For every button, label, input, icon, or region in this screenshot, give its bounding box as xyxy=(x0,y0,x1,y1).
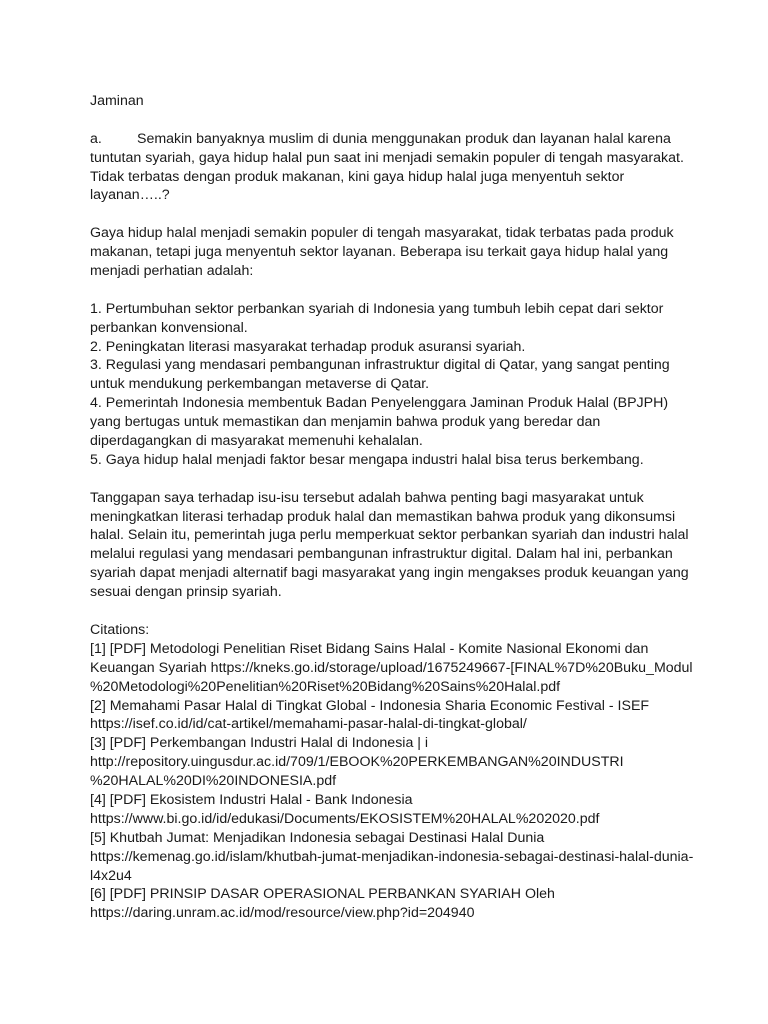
intro-line: Gaya hidup halal menjadi semakin populer di tengah masyarakat, tidak terbatas pada produk xyxy=(90,225,674,242)
intro-paragraph xyxy=(90,224,690,281)
citation-line: https://www.bi.go.id/id/edukasi/Documents/EKOSISTEM%20HALAL%202020.pdf xyxy=(90,810,600,827)
citation-line: https://daring.unram.ac.id/mod/resource/view.php?id=204940 xyxy=(90,905,475,922)
citation-line: [5] Khutbah Jumat: Menjadikan Indonesia sebagai Destinasi Halal Dunia xyxy=(90,829,545,846)
citation-line: [3] [PDF] Perkembangan Industri Halal di Indonesia | i xyxy=(90,735,429,752)
citation-line: %20HALAL%20DI%20INDONESIA.pdf xyxy=(90,773,337,790)
response-paragraph xyxy=(90,489,690,602)
response-line: halal. Selain itu, pemerintah juga perlu memperkuat sektor perbankan syariah dan industri halal xyxy=(90,527,689,544)
citation-line: [6] [PDF] PRINSIP DASAR OPERASIONAL PERBANKAN SYARIAH Oleh xyxy=(90,886,555,903)
question-text: Semakin banyaknya muslim di dunia menggunakan produk dan layanan halal karena xyxy=(137,130,671,147)
question-line: tuntutan syariah, gaya hidup halal pun saat ini menjadi semakin populer di tengah masyarakat. xyxy=(90,149,684,166)
paragraph-gap xyxy=(90,111,690,130)
document-heading: Jaminan xyxy=(90,93,144,109)
issue-line: diperdagangkan di masyarakat memenuhi kehalalan. xyxy=(90,433,423,450)
issue-line: 5. Gaya hidup halal menjadi faktor besar mengapa industri halal bisa terus berkembang. xyxy=(90,451,644,468)
response-line: Tanggapan saya terhadap isu-isu tersebut adalah bahwa penting bagi masyarakat untuk xyxy=(90,489,644,506)
issue-line: 1. Pertumbuhan sektor perbankan syariah di Indonesia yang tumbuh lebih cepat dari sektor xyxy=(90,300,664,317)
issues-list xyxy=(90,300,690,470)
issue-line: 2. Peningkatan literasi masyarakat terhadap produk asuransi syariah. xyxy=(90,338,526,355)
intro-line: makanan, tetapi juga menyentuh sektor layanan. Beberapa isu terkait gaya hidup halal yang xyxy=(90,244,669,261)
issue-line: 3. Regulasi yang mendasari pembangunan infrastruktur digital di Qatar, yang sangat penting xyxy=(90,357,670,374)
question-line: Tidak terbatas dengan produk makanan, kini gaya hidup halal juga menyentuh sektor xyxy=(90,168,625,185)
issue-line: perbankan konvensional. xyxy=(90,319,248,336)
question-letter: a. xyxy=(90,130,102,147)
citation-line: https://kemenag.go.id/islam/khutbah-jumat-menjadikan-indonesia-sebagai-destinasi-halal-dunia- xyxy=(90,848,694,865)
issue-line: untuk mendukung perkembangan metaverse di Qatar. xyxy=(90,376,430,393)
citation-line: [2] Memahami Pasar Halal di Tingkat Global - Indonesia Sharia Economic Festival - ISEF xyxy=(90,697,650,714)
issue-line: 4. Pemerintah Indonesia membentuk Badan Penyelenggara Jaminan Produk Halal (BPJPH) xyxy=(90,395,669,412)
response-line: syariah dapat menjadi alternatif bagi masyarakat yang ingin mengakses produk keuangan yang xyxy=(90,565,689,582)
paragraph-gap xyxy=(90,281,690,300)
citation-line: [4] [PDF] Ekosistem Industri Halal - Bank Indonesia xyxy=(90,791,413,808)
question-line xyxy=(90,130,690,149)
citation-line: %20Metodologi%20Penelitian%20Riset%20Bidang%20Sains%20Halal.pdf xyxy=(90,678,561,695)
citation-line: https://isef.co.id/id/cat-artikel/memahami-pasar-halal-di-tingkat-global/ xyxy=(90,716,527,733)
citation-line: [1] [PDF] Metodologi Penelitian Riset Bidang Sains Halal - Komite Nasional Ekonomi dan xyxy=(90,640,649,657)
response-line: sesuai dengan prinsip syariah. xyxy=(90,584,282,601)
citation-line: http://repository.uingusdur.ac.id/709/1/EBOOK%20PERKEMBANGAN%20INDUSTRI xyxy=(90,754,624,771)
issue-line: yang bertugas untuk memastikan dan menjamin bahwa produk yang beredar dan xyxy=(90,414,601,431)
response-line: meningkatkan literasi terhadap produk halal dan memastikan bahwa produk yang dikonsumsi xyxy=(90,508,676,525)
paragraph-gap xyxy=(90,205,690,224)
citations-label: Citations: xyxy=(90,621,150,638)
paragraph-gap xyxy=(90,602,690,621)
question-block xyxy=(90,130,690,206)
paragraph-gap xyxy=(90,470,690,489)
response-line: melalui regulasi yang mendasari pembangunan infrastruktur digital. Dalam hal ini, perbankan xyxy=(90,546,673,563)
document-page xyxy=(90,92,694,923)
citation-line: l4x2u4 xyxy=(90,867,132,884)
question-line: layanan…..? xyxy=(90,187,170,204)
citation-line: Keuangan Syariah https://kneks.go.id/storage/upload/1675249667-[FINAL%7D%20Buku_Modul xyxy=(90,659,693,676)
citations-section xyxy=(90,621,694,923)
intro-line: menjadi perhatian adalah: xyxy=(90,263,254,280)
